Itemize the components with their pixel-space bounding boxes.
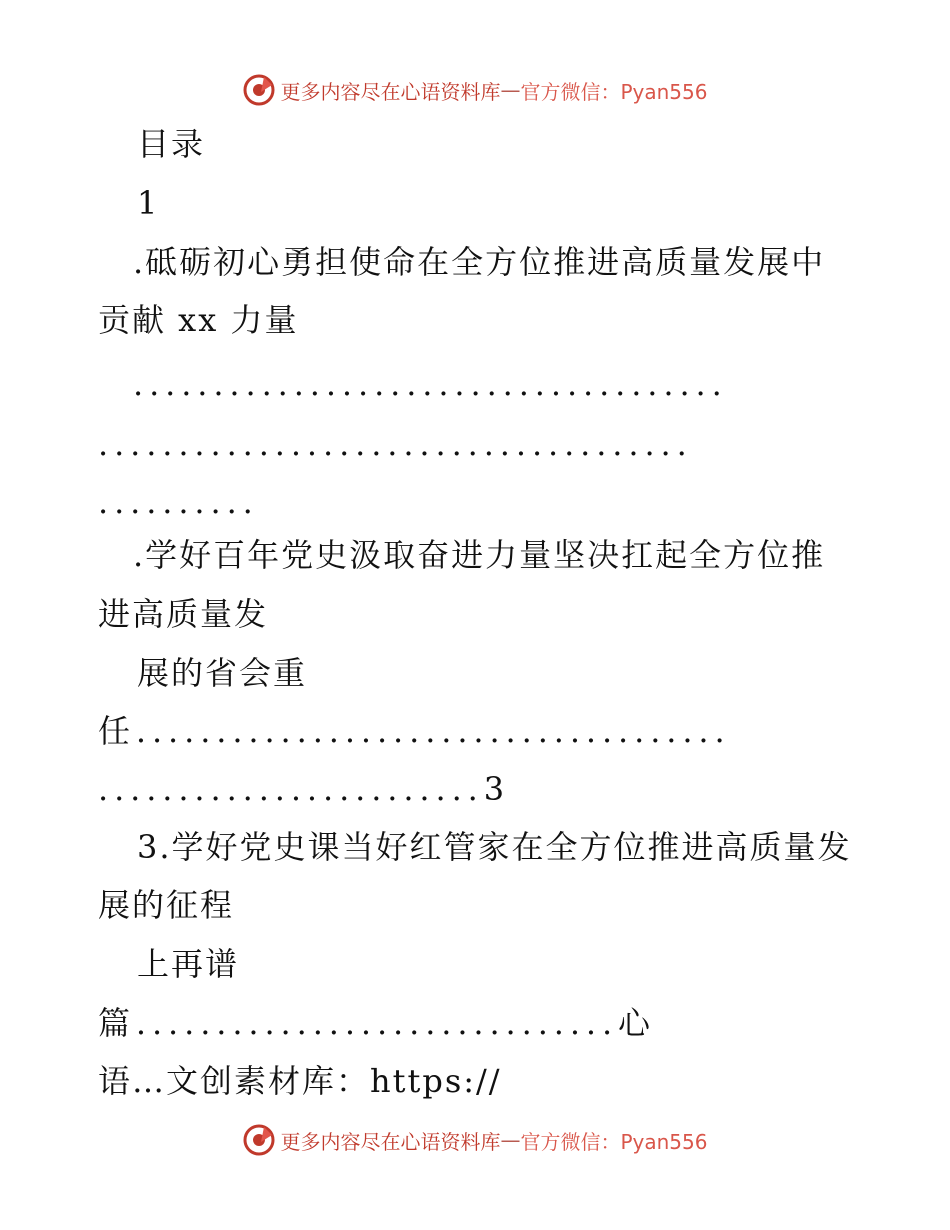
toc-item3-title-line2: 展的征程	[98, 886, 235, 924]
toc-item1-title-line1: .砥砺初心勇担使命在全方位推进高质量发展中	[133, 243, 826, 281]
toc-item2-title-line2: 进高质量发	[98, 595, 269, 633]
toc-item1-title-line2: 贡献 xx 力量	[98, 301, 299, 339]
header-watermark-banner	[0, 70, 950, 110]
toc-item3-source-line: 语…文创素材库：https://	[98, 1062, 502, 1100]
toc-heading: 目录	[137, 125, 206, 163]
banner-separator: —	[500, 1128, 521, 1152]
banner-wechat: 官方微信：Pyan556	[520, 79, 708, 104]
toc-item3-title-line1: 3.学好党史课当好红管家在全方位推进高质量发	[137, 828, 852, 866]
toc-item1-leader-dots: ..........	[98, 483, 259, 521]
toc-item2-leader-line: 任.....................................	[98, 712, 731, 750]
toc-item-number: 1	[137, 184, 160, 222]
banner-title: 更多内容尽在心语资料库	[280, 79, 501, 104]
brand-logo-icon	[242, 73, 276, 107]
toc-item2-page-number-line: ........................3	[98, 770, 510, 808]
toc-item1-leader-dots: .....................................	[98, 425, 693, 463]
brand-logo-icon	[242, 1123, 276, 1157]
toc-item3-title-line3: 上再谱	[137, 945, 240, 983]
toc-item2-title-line1: .学好百年党史汲取奋进力量坚决扛起全方位推	[133, 536, 826, 574]
banner-wechat: 官方微信：Pyan556	[520, 1129, 708, 1154]
banner-separator: —	[500, 78, 521, 102]
toc-item2-title-line3: 展的省会重	[137, 654, 308, 692]
toc-item3-leader-line: 篇..............................心	[98, 1004, 656, 1042]
footer-watermark-banner	[0, 1120, 950, 1160]
banner-title: 更多内容尽在心语资料库	[280, 1129, 501, 1154]
toc-item1-leader-dots: .....................................	[133, 365, 728, 403]
